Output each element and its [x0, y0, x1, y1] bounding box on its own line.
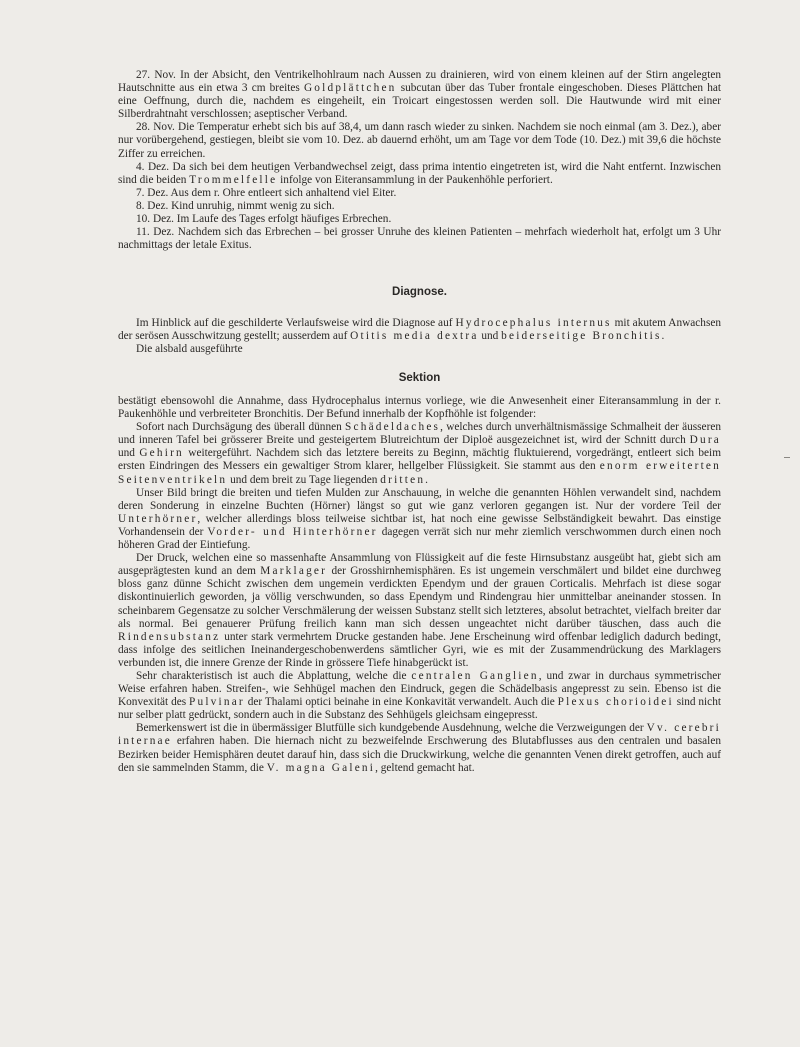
section-heading-diagnose: Diagnose. [392, 286, 447, 298]
spaced-term: Rindensubstanz [118, 630, 221, 643]
course-date: 28. Nov. [136, 121, 175, 134]
spaced-term: Vv. cerebri internae [118, 722, 721, 748]
course-date: 10. Dez. [136, 213, 174, 226]
spaced-term: V. magna Galeni [266, 761, 376, 774]
spaced-term: Gehirn [139, 447, 184, 460]
course-entry-10-dez: 10. Dez. Im Laufe des Tages erfolgt häufiges Erbrechen. [136, 213, 392, 226]
margin-mark [784, 457, 790, 458]
sektion-paragraph: bestätigt ebensowohl die Annahme, dass Hydrocephalus internus vorliege, wie die Anwesenheit einer Eiteransammlung in der r. Paukenhöhle und verbreiteter Bronchitis. Der Befund innerhalb der Kopfhöhle ist folgender: [118, 395, 721, 421]
sektion-paragraph: Sehr charakteristisch ist auch die Abplattung, welche die centralen Ganglien, und zwar in durchaus symmetrischer Weise erfahren haben. Streifen-, wie Sehhügel machen den Eindruck, gegen die Schädelbasis angepresst zu sein. Ebenso ist die Konvexität des Pulvinar der Thalami optici beinahe in eine Konkavität verwandelt. Auch die Plexus chorioidei sind nicht nur selber platt gedrückt, sondern auch in die Substanz des Sehhügels gleichsam eingepresst. [118, 669, 722, 722]
spaced-term: dritten. [380, 473, 431, 486]
diagnose-paragraph: Im Hinblick auf die geschilderte Verlaufsweise wird die Diagnose auf Hydrocephalus internus mit akutem Anwachsen der serösen Ausschwitzung gestellt; ausserdem auf Otitis media dextra und beiderseitige Bronchitis. [118, 317, 721, 343]
spaced-term: enorm erweiterten Seitenventrikeln [118, 460, 721, 486]
course-entry-27-nov: 27. Nov. In der Absicht, den Ventrikelhohlraum nach Aussen zu drainieren, wird von einem kleinen auf der Stirn angelegten Hautschnitte aus ein etwa 3 cm breites Goldplättchen subcutan über das Tuber frontale eingeschoben. Dieses Plättchen hat eine Oeffnung, durch die, nachdem es eingeheilt, ein Troicart eingestossen werden soll. Die Hautwunde wird mit einer Silberdrahtnaht verschlossen; aseptischer Verband. [118, 69, 721, 121]
course-date: 11. Dez. [136, 226, 175, 239]
sektion-paragraph: Der Druck, welchen eine so massenhafte Ansammlung von Flüssigkeit auf die feste Hirnsubstanz ausgeübt hat, giebt sich am ausgeprägtesten kund an dem Marklager der Grosshirnhemisphären. Es ist ungemein verschmälert und bildet eine durchweg bloss ganz dünne Schicht zwischen dem ungemein verdickten Ependym und der grauen Corticalis. Mehrfach ist diese sogar diskontinuierlich geworden, ja völlig verschwunden, so dass Ependym und Rindengrau hier unmittelbar aneinander stossen. In scheinbarem Gegensatze zu solcher Verschmälerung der weissen Substanz stellt sich letzteres, absolut betrachtet, vielfach breiter dar als normal. Bei genauerer Prüfung freilich kann man sich dessen ungeachtet nicht darüber täuschen, dass auch die Rindensubstanz unter stark vermehrtem Drucke gestanden habe. Jene Erscheinung wird offenbar lediglich dadurch bedingt, dass infolge des seitlichen Ineinandergeschobenwerdens sämtlicher Gyri, wie es mit der Zusammendrückung des Marklagers verbunden ist, die innere Grenze der Rinde in grössere Tiefe hinabgerückt ist. [118, 552, 721, 669]
section-heading-sektion: Sektion [398, 372, 441, 384]
spaced-term: beiderseitige Bronchitis. [501, 330, 667, 343]
spaced-term: Pulvinar [189, 696, 245, 709]
sektion-section [118, 395, 721, 775]
course-date: 8. Dez. [136, 199, 169, 212]
spaced-term: Schädeldaches [345, 421, 441, 434]
course-date: 27. Nov. [136, 69, 176, 81]
spaced-term: Marklager [260, 565, 328, 578]
course-entry-8-dez: 8. Dez. Kind unruhig, nimmt wenig zu sich. [136, 199, 335, 212]
course-date: 7. Dez. [136, 186, 169, 199]
spaced-term: Goldplättchen [303, 82, 397, 95]
diagnose-section [118, 317, 721, 356]
spaced-term: Vorder- und Hinterhörner [207, 525, 378, 538]
course-entry-28-nov: 28. Nov. Die Temperatur erhebt sich bis auf 38,4, um dann rasch wieder zu sinken. Nachdem sie noch einmal (am 3. Dez.), aber nur vorübergehend, gestiegen, bleibt sie vom 10. Dez. ab dauernd erhöht, um am Tage vor dem Tode (10. Dez.) mit 39,6 die höchste Ziffer zu erreichen. [118, 121, 721, 160]
spaced-term: Plexus chorioidei [557, 696, 674, 709]
spaced-term: centralen Ganglien [411, 669, 539, 682]
course-entry-11-dez: 11. Dez. Nachdem sich das Erbrechen – bei grosser Unruhe des kleinen Patienten – mehrfach wiederholt hat, erfolgt um 3 Uhr nachmittags der letale Exitus. [118, 226, 721, 252]
course-entry-4-dez: 4. Dez. Da sich bei dem heutigen Verbandwechsel zeigt, dass prima intentio eingetreten ist, wird die Naht entfernt. Inzwischen sind die beiden Trommelfelle infolge von Eiteransammlung in der Paukenhöhle perforiert. [118, 160, 721, 186]
sektion-paragraph: Bemerkenswert ist die in übermässiger Blutfülle sich kundgebende Ausdehnung, welche die Verzweigungen der Vv. cerebri internae erfahren haben. Die hiernach nicht zu bezweifelnde Erschwerung des Blutabflusses aus den centralen und basalen Bezirken beider Hemisphären deutet darauf hin, dass sich die Druckwirkung, welche die genannten Venen direkt getroffen, auch auf den sie sammelnden Stamm, die V. magna Galeni, geltend gemacht hat. [118, 722, 721, 774]
clinical-course [118, 69, 721, 252]
spaced-term: Unterhörner [118, 512, 198, 525]
spaced-term: Trommelfelle [189, 173, 278, 186]
spaced-term: Otitis media dextra [350, 330, 479, 343]
sektion-paragraph: Unser Bild bringt die breiten und tiefen Mulden zur Anschauung, in welche die genannten Höhlen verwandelt sind, nachdem deren Sonderung in einzelne Buchten (Hörner) längst so gut wie ganz verloren gegangen ist. Nur der vordere Teil der Unterhörner, welcher allerdings bloss teilweise sichtbar ist, hat noch eine gewisse Selbständigkeit bewahrt. Das einstige Vorhandensein der Vorder- und Hinterhörner dagegen verrät sich nur mehr ziemlich verschwommen durch einen noch höheren Grad der Eintiefung. [118, 486, 721, 552]
spaced-term: Dura [689, 434, 721, 447]
spaced-term: Hydrocephalus internus [455, 317, 612, 329]
course-date: 4. Dez. [136, 160, 170, 173]
course-entry-7-dez: 7. Dez. Aus dem r. Ohre entleert sich anhaltend viel Eiter. [136, 186, 397, 199]
diagnose-paragraph: Die alsbald ausgeführte [136, 343, 243, 356]
sektion-paragraph: Sofort nach Durchsägung des überall dünnen Schädeldaches, welches durch unverhältnismässige Schmalheit der äusseren und inneren Tafel bei grösserer Breite und gesteigertem Blutreichtum der Diploë ausgezeichnet ist, wird der Schnitt durch Dura und Gehirn weitergeführt. Nachdem sich das letztere bereits zu Beginn, mächtig fluktuierend, vorgedrängt, entleert sich beim ersten Eindringen des Messers ein gewaltiger Strom klarer, hellgelber Flüssigkeit. Sie stammt aus den enorm erweiterten Seitenventrikeln und dem breit zu Tage liegenden dritten. [118, 421, 721, 486]
